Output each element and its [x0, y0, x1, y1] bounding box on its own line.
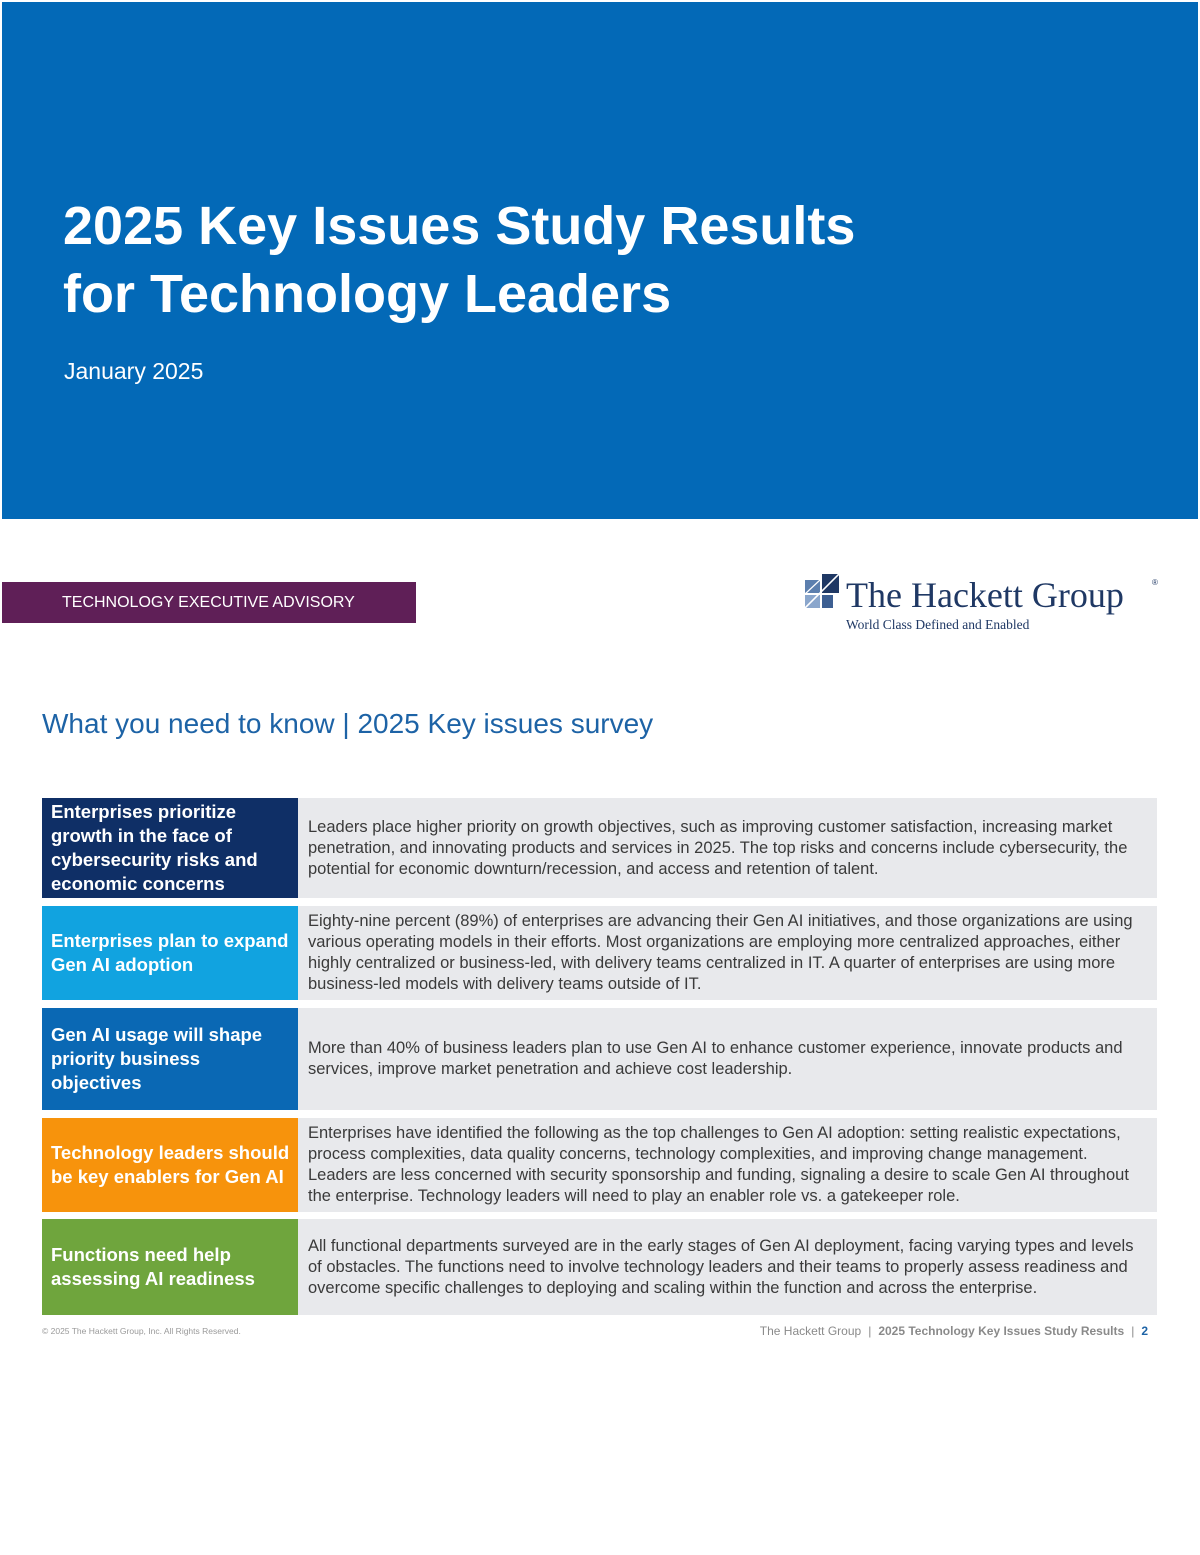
- report-title-line-1: 2025 Key Issues Study Results: [63, 196, 856, 256]
- logo-registered-mark: ®: [1152, 578, 1158, 587]
- finding-label: Enterprises plan to expand Gen AI adoption: [42, 906, 298, 1000]
- logo-tagline: World Class Defined and Enabled: [846, 617, 1030, 632]
- finding-row-ai-readiness: [42, 1219, 1157, 1315]
- hackett-logo-icon: [805, 574, 839, 608]
- finding-row-growth: [42, 798, 1157, 898]
- copyright-notice: © 2025 The Hackett Group, Inc. All Rights Reserved.: [42, 1326, 241, 1336]
- footer-company: The Hackett Group: [759, 1324, 862, 1338]
- finding-text: Leaders place higher priority on growth objectives, such as improving customer satisfaction, increasing market penetration, and innovating products and services in 2025. The top risks and concerns include cybersecurity, the potential for economic downturn/recession, and access and retention of talent.: [298, 798, 1157, 898]
- finding-label: Technology leaders should be key enablers for Gen AI: [42, 1118, 298, 1212]
- page-number: 2: [1141, 1324, 1148, 1338]
- footer-doc-title: 2025 Technology Key Issues Study Results: [878, 1324, 1125, 1338]
- finding-row-technology-leaders: [42, 1118, 1157, 1212]
- finding-text: Enterprises have identified the following as the top challenges to Gen AI adoption: setting realistic expectations, process complexities, data quality concerns, technology complexities, and improving change management. Leaders are less concerned with security sponsorship and funding, signaling a desire to scale Gen AI throughout the enterprise. Technology leaders will need to play an enabler role vs. a gatekeeper role.: [298, 1118, 1157, 1212]
- finding-text: All functional departments surveyed are in the early stages of Gen AI deployment, facing varying types and levels of obstacles. The functions need to involve technology leaders and their teams to properly assess readiness and overcome specific challenges to deploying and scaling within the function and across the enterprise.: [298, 1219, 1157, 1315]
- report-title-line-2: for Technology Leaders: [63, 264, 672, 324]
- finding-label: Enterprises prioritize growth in the face of cybersecurity risks and economic concerns: [42, 798, 298, 898]
- finding-text: Eighty-nine percent (89%) of enterprises are advancing their Gen AI initiatives, and those organizations are using various operating models in their efforts. Most organizations are employing more centralized approaches, either highly centralized or business-led, with delivery teams centralized in IT. A quarter of enterprises are using more business-led models with delivery teams outside of IT.: [298, 906, 1157, 1000]
- report-title: [63, 192, 855, 328]
- company-logo: [805, 572, 1165, 636]
- report-date: January 2025: [64, 358, 204, 384]
- finding-row-genai-usage: [42, 1008, 1157, 1110]
- hero-banner: [2, 2, 1198, 519]
- logo-wordmark: The Hackett Group: [846, 575, 1124, 615]
- section-heading: What you need to know | 2025 Key issues survey: [42, 708, 654, 739]
- finding-label: Gen AI usage will shape priority business objectives: [42, 1008, 298, 1110]
- finding-row-genai-adoption: [42, 906, 1157, 1000]
- page-footer: [760, 1324, 1148, 1338]
- finding-label: Functions need help assessing AI readiness: [42, 1219, 298, 1315]
- advisory-banner: TECHNOLOGY EXECUTIVE ADVISORY: [2, 582, 416, 623]
- footer-separator: |: [868, 1324, 872, 1338]
- footer-separator: |: [1131, 1324, 1135, 1338]
- finding-text: More than 40% of business leaders plan to use Gen AI to enhance customer experience, innovate products and services, improve market penetration and achieve cost leadership.: [298, 1008, 1157, 1110]
